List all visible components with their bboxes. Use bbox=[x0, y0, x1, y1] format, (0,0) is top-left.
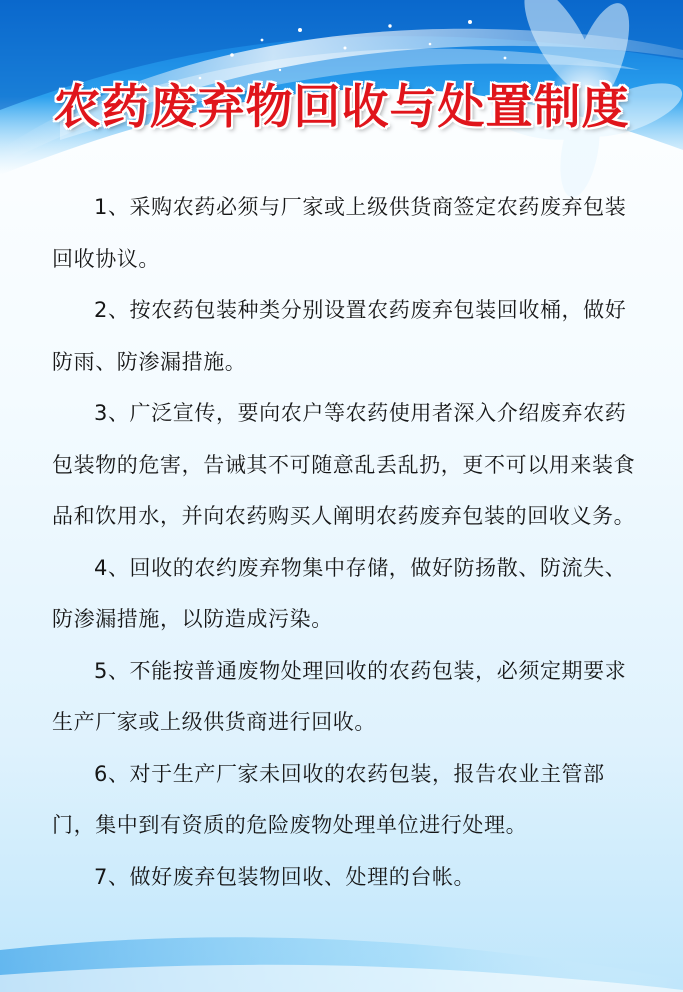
list-item: 5、不能按普通废物处理回收的农药包装，必须定期要求生产厂家或上级供货商进行回收。 bbox=[52, 658, 627, 734]
list-item: 6、对于生产厂家未回收的农药包装，报告农业主管部门，集中到有资质的危险废物处理单位进行处理。 bbox=[52, 761, 605, 837]
regulation-content bbox=[52, 182, 638, 903]
list-item: 7、做好废弃包装物回收、处理的台帐。 bbox=[94, 864, 476, 889]
list-item: 1、采购农药必须与厂家或上级供货商签定农药废弃包装回收协议。 bbox=[52, 195, 627, 271]
list-item: 4、回收的农约废弃物集中存储，做好防扬散、防流失、防渗漏措施，以防造成污染。 bbox=[52, 555, 627, 631]
list-item: 2、按农药包装种类分别设置农药废弃包装回收桶，做好防雨、防渗漏措施。 bbox=[52, 298, 627, 374]
list-item: 3、广泛宣传，要向农户等农药使用者深入介绍废弃农药包装物的危害，告诫其不可随意乱丢乱扔，更不可以用来装食品和饮用水，并向农药购买人阐明农药废弃包装的回收义务。 bbox=[52, 401, 636, 528]
page-title: 农药废弃物回收与处置制度 bbox=[53, 80, 630, 135]
